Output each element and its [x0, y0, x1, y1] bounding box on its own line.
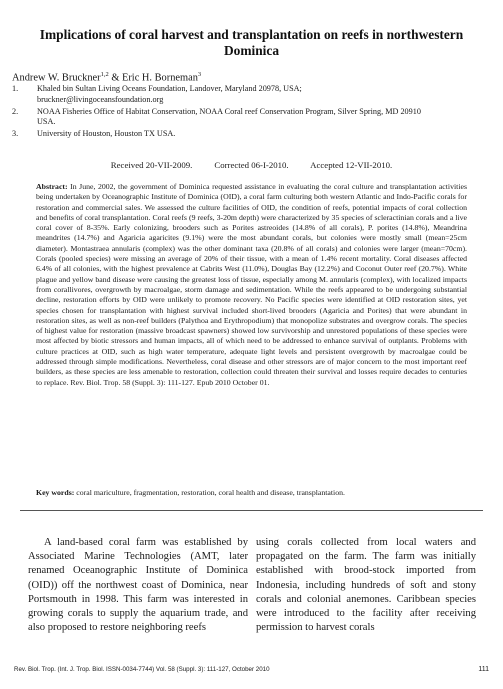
journal-citation: Rev. Biol. Trop. (Int. J. Trop. Biol. ISSN-0034-7744) Vol. 58 (Suppl. 3): 111-127, October 2010: [14, 666, 270, 673]
author-affiliation-mark: 1,2: [100, 71, 109, 78]
affiliation-text: [37, 107, 496, 128]
keywords: [36, 488, 467, 498]
author-separator: &: [108, 72, 122, 84]
submission-dates: [0, 160, 503, 171]
author-name: Andrew W. Bruckner: [12, 72, 101, 84]
corrected-date: Corrected 06-I-2010.: [214, 160, 289, 170]
page-number: 111: [478, 666, 489, 673]
affiliation-email: bruckner@livingoceansfoundation.org: [37, 94, 164, 104]
affiliation-item: [12, 129, 496, 140]
body-column-left: A land-based coral farm was established by Associated Marine Technologies (AMT, later renamed Oceanographic Institute of Dominica (OID)) off the northwest coast of Dominica, near Portsmouth in 1998. This farm was interested in growing corals to supply the aquarium trade, and also proposed to restore neighboring reefs: [28, 537, 248, 634]
abstract-label: Abstract:: [36, 182, 68, 191]
section-divider: [20, 510, 483, 511]
author-name: Eric H. Borneman: [122, 72, 198, 84]
affiliation-line: Khaled bin Sultan Living Oceans Foundation, Landover, Maryland 20978, USA;: [37, 84, 302, 93]
abstract: [36, 182, 467, 388]
keywords-label: Key words:: [36, 488, 75, 497]
page-footer: [14, 664, 489, 676]
affiliation-line: NOAA Fisheries Office of Habitat Conservation, NOAA Coral reef Conservation Program, Silver Spring, MD 20910: [37, 106, 421, 116]
abstract-text: In June, 2002, the government of Dominica requested assistance in evaluating the coral culture and transplantation activities being undertaken by Oceanographic Institute of Dominica (OID), a coral farm culturing both western Atlantic and Indo-Pacific corals for restoration and commercial sales. We assessed the culture facilities of OID, the condition of reefs, potential impacts of coral collection and benefits of coral transplantation. Coral reefs (9 reefs, 3-20m depth) were characterized by 35 species of scleractinian corals and a live coral cover of 8-35%. Early colonizing, brooders such as Porites astreoides (14.8% of all corals), P. porites (14.8%), Meandrina meandrites (14.7%) and Agaricia agaricites (9.1%) were the most abundant corals, but colonies were mostly small (mean=25cm diameter). Montastraea annularis (complex) was the other dominant taxa (20.8% of all corals) and colonies were larger (mean=70cm). Corals (pooled species) were missing an average of 20% of their tissue, with a mean of 1.4% recent mortality. Coral diseases affected 6.4% of all colonies, with the highest prevalence at Cabrits West (11.0%), Douglas Bay (12.2%) and Coconut Outer reef (20.7%). White plague and yellow band disease were causing the greatest loss of tissue, especially among M. annularis (complex), with localized impacts from corallivores, overgrowth by macroalgae, storm damage and sedimentation. While the reefs appeared to be undergoing substantial decline, restoration efforts by OID were unlikely to promote recovery. No Pacific species were identified at OID restoration sites, yet species chosen for transplantation with highest survival included short-lived brooders (Agaricia and Porites) that were abundant in restoration sites, as well as non-reef builders (Palythoa and Erythropodium) that monopolize substrates and overgrow corals. The species of highest value for restoration (massive broadcast spawners) showed low survivorship and unrestored populations of these species were most affected by biotic stressors and human impacts, all of which need to be addressed to enhance survival of outplants. Problems with culture practices at OID, such as high water temperature, adequate light levels and persistent overgrowth by macroalgae could be addressed through simple modifications. Nevertheless, coral disease and other stressors are of major concern to the most important reef builders, as these species are less amenable to restoration, collection could threaten their survival and losses require decades to centuries to replace. Rev. Biol. Trop. 58 (Suppl. 3): 111-127. Epub 2010 October 01.: [36, 182, 467, 387]
keywords-text: coral mariculture, fragmentation, restoration, coral health and disease, transplantation.: [74, 488, 345, 497]
affiliation-item: [12, 84, 496, 105]
accepted-date: Accepted 12-VII-2010.: [310, 160, 393, 170]
author-affiliation-mark: 3: [197, 71, 202, 78]
author-line: [12, 68, 492, 84]
received-date: Received 20-VII-2009.: [110, 160, 193, 170]
affiliation-text: [37, 84, 496, 105]
affiliation-number: 2.: [12, 106, 19, 116]
affiliation-number: 3.: [12, 129, 19, 139]
affiliation-line: University of Houston, Houston TX USA.: [37, 129, 176, 139]
affiliation-text: [37, 129, 496, 140]
affiliation-list: [12, 84, 496, 141]
affiliation-line: USA.: [37, 117, 56, 127]
article-title: Implications of coral harvest and transplantation on reefs in northwestern Dominica: [39, 27, 464, 58]
affiliation-number: 1.: [12, 84, 19, 93]
affiliation-item: [12, 107, 496, 128]
body-column-right: using corals collected from local waters and propagated on the farm. The farm was initially established with brood-stock imported from Indonesia, including hundreds of soft and stony corals and colonial anemones. Caribbean species were introduced to the facility after receiving permission to harvest corals: [256, 537, 476, 634]
